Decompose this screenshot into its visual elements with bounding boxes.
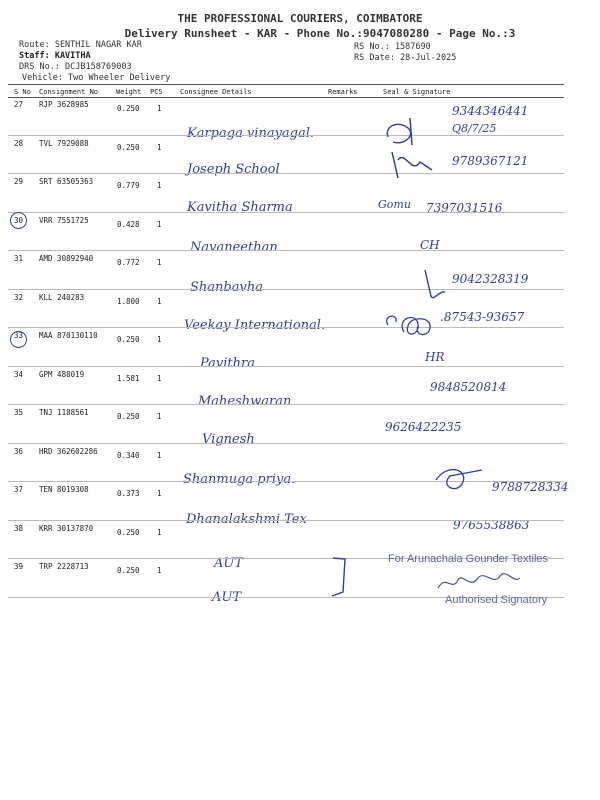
row-sno: 37 <box>14 485 24 494</box>
row-consignee-handwritten: Veekay International. <box>184 318 326 333</box>
row-consignee-handwritten: Maheshwaran <box>198 394 292 409</box>
route-label: Route: SENTHIL NAGAR KAR <box>19 40 142 50</box>
row-weight: 0.250 <box>117 104 140 113</box>
row-signature-handwritten: 9765538863 <box>453 518 530 532</box>
runsheet-title: Delivery Runsheet - KAR - Phone No.:9047080280 - Page No.:3 <box>124 27 516 40</box>
signature-scribble-27 <box>387 124 410 143</box>
row-signature-handwritten: 9789367121 <box>452 154 529 168</box>
row-signature-extra: Q8/7/25 <box>452 122 497 135</box>
row-pcs: 1 <box>157 181 162 190</box>
row-pcs: 1 <box>157 412 162 421</box>
signature-scribble-36 <box>436 470 482 489</box>
row-sno: 38 <box>14 523 24 533</box>
row-consignment: HRD 362602286 <box>39 446 98 456</box>
row-consignment: RJP 3628985 <box>39 100 89 109</box>
row-consignee-handwritten: Shanmuga priya. <box>183 472 296 487</box>
row-weight: 0.250 <box>117 566 140 575</box>
rs-date: RS Date: 28-Jul-2025 <box>354 53 457 63</box>
row-consignee-handwritten: Kavitha Sharma <box>187 200 293 215</box>
row-sno: 33 <box>14 331 24 340</box>
row-consignment: TNJ 1188561 <box>39 408 89 417</box>
row-signature-extra: Gomu <box>378 198 411 211</box>
row-pcs: 1 <box>157 258 162 267</box>
company-title: THE PROFESSIONAL COURIERS, COIMBATORE <box>177 12 423 25</box>
signature-stroke-27 <box>410 118 412 145</box>
row-weight: 1.581 <box>117 373 140 383</box>
row-pcs: 1 <box>157 296 162 306</box>
row-sno: 39 <box>14 562 24 571</box>
row-signature-handwritten: 9344346441 <box>452 104 529 118</box>
row-consignment: AMD 30892940 <box>39 254 94 263</box>
drs-label: DRS No.: DCJB158769003 <box>19 62 132 72</box>
stamp-company: For Arunachala Gounder Textiles <box>388 553 548 565</box>
signature-scribble-32 <box>387 316 430 334</box>
col-pcs: PCS <box>150 88 163 96</box>
signature-scribble-28 <box>392 152 432 178</box>
row-weight: 0.250 <box>117 527 140 537</box>
col-weight: Weight <box>116 88 142 96</box>
row-consignment: MAA 870130110 <box>39 331 98 340</box>
col-remarks: Remarks <box>328 88 358 96</box>
rs-number: RS No.: 1587690 <box>354 42 431 52</box>
row-consignment: TVL 7929088 <box>39 138 89 148</box>
row-pcs: 1 <box>157 527 162 537</box>
row-sno: 31 <box>14 254 24 263</box>
row-pcs: 1 <box>157 104 162 113</box>
row-consignee-handwritten: Karpaga vinayagal. <box>187 126 315 141</box>
row-consignment: SRT 63505363 <box>39 177 94 186</box>
col-signature: Seal & Signature <box>383 88 451 96</box>
row-weight: 0.373 <box>117 489 140 498</box>
circle-mark-30 <box>10 212 27 229</box>
vehicle-label: Vehicle: Two Wheeler Delivery <box>22 73 171 83</box>
row-consignee-handwritten: Dhanalakshmi Tex <box>186 512 307 527</box>
row-weight: 0.779 <box>117 181 140 190</box>
col-consignment: Consignment No <box>39 88 99 96</box>
authorised-signature-scribble <box>438 574 520 588</box>
row-signature-handwritten: 9626422235 <box>385 420 462 434</box>
row-sno: 29 <box>14 177 24 186</box>
row-pcs: 1 <box>157 219 162 229</box>
row-consignment: KRR 30137870 <box>39 523 94 533</box>
row-sno: 34 <box>14 369 24 379</box>
row-signature-handwritten: CH <box>420 238 440 252</box>
row-weight: 1.800 <box>117 296 140 306</box>
row-pcs: 1 <box>157 335 162 344</box>
row-sno: 36 <box>14 446 24 456</box>
row-signature-handwritten: 9042328319 <box>452 272 529 286</box>
row-pcs: 1 <box>157 142 162 152</box>
row-consignee-handwritten: AUT <box>214 556 244 571</box>
staff-label: Staff: KAVITHA <box>19 51 91 61</box>
row-sno: 30 <box>14 215 24 225</box>
stamp-signatory: Authorised Signatory <box>445 594 548 606</box>
row-signature-handwritten: .87543-93657 <box>440 310 525 324</box>
row-consignment: TRP 2228713 <box>39 562 89 571</box>
row-consignee-handwritten: Joseph School <box>187 162 280 177</box>
row-weight: 0.428 <box>117 219 140 229</box>
col-consignee: Consignee Details <box>180 88 252 96</box>
row-consignee-handwritten: AUT <box>212 590 242 605</box>
row-pcs: 1 <box>157 373 162 383</box>
row-weight: 0.772 <box>117 258 140 267</box>
circle-mark-33 <box>10 331 27 348</box>
row-consignment: TEN 8019308 <box>39 485 89 494</box>
row-signature-handwritten: 7397031516 <box>426 201 503 215</box>
row-signature-handwritten: 9788728334 <box>492 480 569 494</box>
row-pcs: 1 <box>157 489 162 498</box>
row-consignment: VRR 7551725 <box>39 215 89 225</box>
row-consignment: KLL 240283 <box>39 292 85 302</box>
row-sno: 28 <box>14 138 24 148</box>
row-consignment: GPM 488019 <box>39 369 85 379</box>
remarks-bracket <box>332 558 345 596</box>
row-pcs: 1 <box>157 566 162 575</box>
row-weight: 0.250 <box>117 412 140 421</box>
row-consignee-handwritten: Pavithra <box>200 356 255 371</box>
row-consignee-handwritten: Shanbavha <box>190 280 263 295</box>
row-sno: 27 <box>14 100 24 109</box>
row-weight: 0.250 <box>117 335 140 344</box>
col-sno: S No <box>14 88 31 96</box>
row-pcs: 1 <box>157 450 162 460</box>
row-sno: 32 <box>14 292 24 302</box>
row-consignee-handwritten: Navaneethan <box>190 240 278 255</box>
row-signature-handwritten: HR <box>425 350 445 364</box>
signature-scribble-31 <box>425 270 445 298</box>
row-signature-handwritten: 9848520814 <box>430 380 507 394</box>
row-weight: 0.250 <box>117 142 140 152</box>
row-consignee-handwritten: Vignesh <box>202 432 255 447</box>
row-weight: 0.340 <box>117 450 140 460</box>
row-sno: 35 <box>14 408 24 417</box>
